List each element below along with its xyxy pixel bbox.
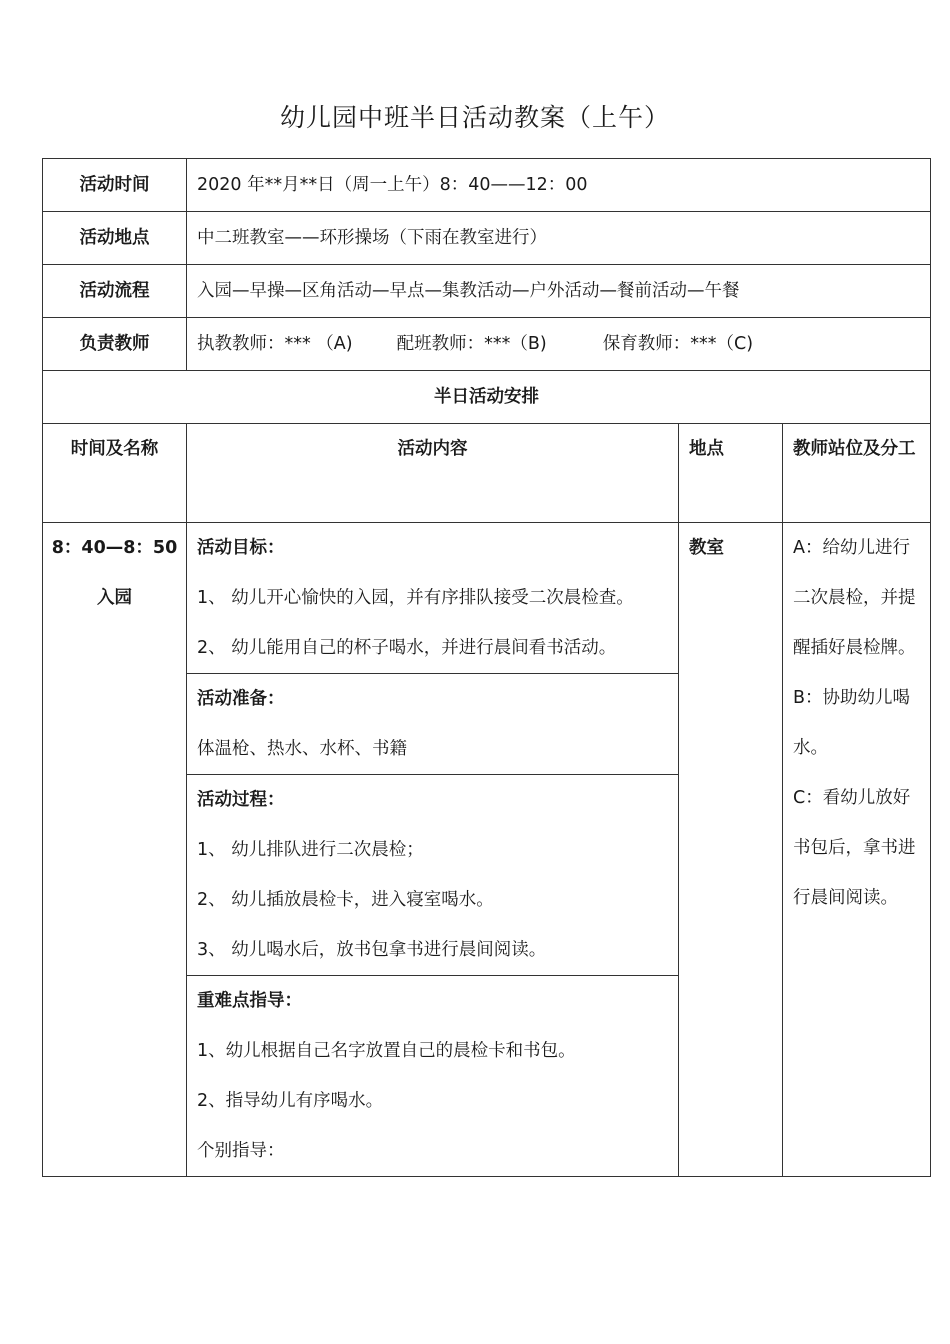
activity-name: 入园 [97, 588, 132, 608]
info-row-time [43, 159, 931, 212]
flow-value: 入园—早操—区角活动—早点—集教活动—户外活动—餐前活动—午餐 [187, 265, 931, 318]
time-value: 2020 年**月**日（周一上午）8：40——12：00 [187, 159, 931, 212]
process-step: 2、 幼儿插放晨检卡，进入寝室喝水。 [197, 890, 494, 910]
info-row-flow [43, 265, 931, 318]
time-label: 活动时间 [43, 159, 187, 212]
key-cell [187, 976, 679, 1177]
teacher-label: 负责教师 [43, 318, 187, 371]
header-teacher-duty: 教师站位及分工 [783, 424, 931, 523]
process-step: 1、 幼儿排队进行二次晨检； [197, 840, 424, 860]
key-item: 1、幼儿根据自己名字放置自己的晨检卡和书包。 [197, 1041, 576, 1061]
time-name-cell [43, 523, 187, 1177]
place-cell: 教室 [679, 523, 783, 1177]
process-cell [187, 775, 679, 976]
process-label: 活动过程： [197, 790, 285, 810]
goal-item: 1、 幼儿开心愉快的入园，并有序排队接受二次晨检查。 [197, 588, 634, 608]
prep-items: 体温枪、热水、水杯、书籍 [197, 739, 407, 759]
teachers-value [187, 318, 931, 371]
teacher-care: 保育教师：***（C) [602, 334, 754, 354]
prep-cell [187, 674, 679, 775]
lesson-plan-table [42, 158, 931, 1177]
duty-c: C：看幼儿放好书包后，拿书进行晨间阅读。 [793, 788, 916, 908]
section-title: 半日活动安排 [43, 371, 931, 424]
duty-b: B：协助幼儿喝水。 [793, 688, 911, 758]
duty-cell [783, 523, 931, 1177]
header-time-name: 时间及名称 [43, 424, 187, 523]
individual-label: 个别指导： [197, 1141, 285, 1161]
teacher-lead: 执教教师：*** （A) [197, 334, 353, 354]
info-row-place [43, 212, 931, 265]
teacher-assist: 配班教师：***（B) [396, 334, 547, 354]
key-item: 2、指导幼儿有序喝水。 [197, 1091, 384, 1111]
prep-label: 活动准备： [197, 689, 285, 709]
place-label: 活动地点 [43, 212, 187, 265]
schedule-row-goals [43, 523, 931, 674]
key-label: 重难点指导： [197, 991, 302, 1011]
flow-label: 活动流程 [43, 265, 187, 318]
process-step: 3、 幼儿喝水后，放书包拿书进行晨间阅读。 [197, 940, 547, 960]
duty-a: A：给幼儿进行二次晨检，并提醒插好晨检牌。 [793, 538, 916, 658]
header-row [43, 424, 931, 523]
page-title: 幼儿园中班半日活动教案（上午） [279, 103, 670, 132]
activity-time: 8：40—8：50 [51, 538, 178, 558]
header-content: 活动内容 [187, 424, 679, 523]
goals-label: 活动目标： [197, 538, 285, 558]
section-row [43, 371, 931, 424]
info-row-teachers [43, 318, 931, 371]
goals-cell [187, 523, 679, 674]
goal-item: 2、 幼儿能用自己的杯子喝水，并进行晨间看书活动。 [197, 638, 617, 658]
place-value: 中二班教室——环形操场（下雨在教室进行） [187, 212, 931, 265]
header-place: 地点 [679, 424, 783, 523]
